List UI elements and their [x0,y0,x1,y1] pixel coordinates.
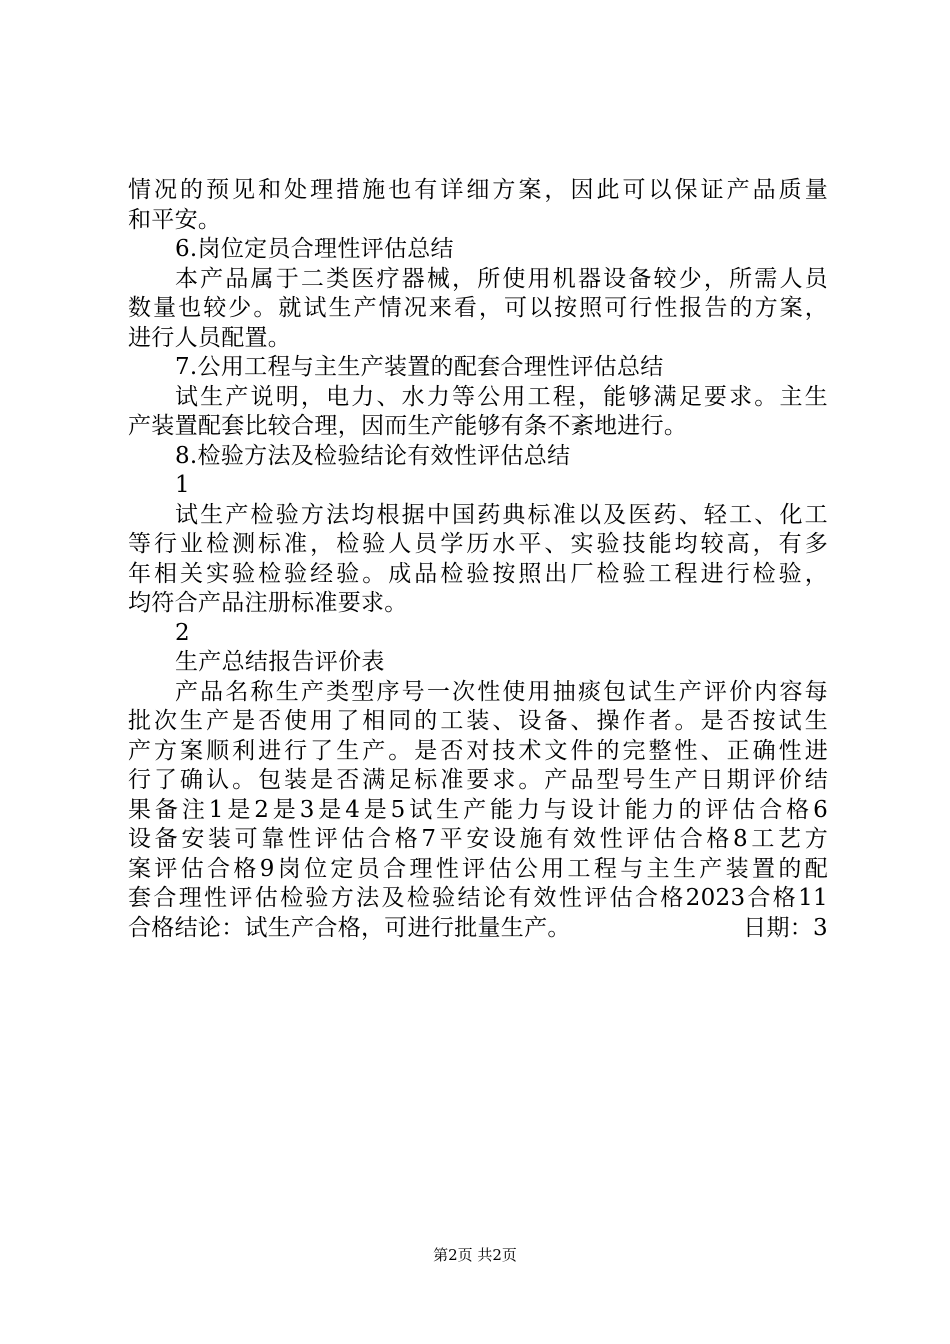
section-heading: 8.检验方法及检验结论有效性评估总结 [175,442,571,469]
text-line: 试生产说明，电力、水力等公用工程，能够满足要求。主生 [175,383,828,410]
date-label: 日期：3 [743,914,828,941]
text-line: 产方案顺利进行了生产。是否对技术文件的完整性、正确性进 [128,737,828,764]
page-footer: 第2页 共2页 [433,1246,517,1264]
text-line: 进行人员配置。 [128,324,292,351]
text-line: 情况的预见和处理措施也有详细方案，因此可以保证产品质量 [128,177,828,203]
conclusion-text: 合格结论：试生产合格，可进行批量生产。 [128,914,571,941]
text-line: 果备注1是2是3是4是5试生产能力与设计能力的评估合格6 [128,796,828,823]
text-line: 产品名称生产类型序号一次性使用抽痰包试生产评价内容每 [175,678,828,705]
text-line: 均符合产品注册标准要求。 [128,590,408,616]
section-heading: 6.岗位定员合理性评估总结 [175,236,454,262]
section-heading: 7.公用工程与主生产装置的配套合理性评估总结 [175,354,664,380]
conclusion-line [128,914,828,944]
text-line: 试生产检验方法均根据中国药典标准以及医药、轻工、化工 [175,501,828,528]
text-line: 产装置配套比较合理，因而生产能够有条不紊地进行。 [128,413,688,439]
text-line: 批次生产是否使用了相同的工装、设备、操作者。是否按试生 [128,708,828,734]
text-line: 案评估合格9岗位定员合理性评估公用工程与主生产装置的配 [128,855,828,882]
text-line: 数量也较少。就试生产情况来看，可以按照可行性报告的方案， [128,295,828,321]
text-line: 行了确认。包装是否满足标准要求。产品型号生产日期评价结 [128,767,828,793]
text-line: 等行业检测标准，检验人员学历水平、实验技能均较高，有多 [128,531,828,557]
table-title: 生产总结报告评价表 [175,649,385,675]
inline-page-number: 1 [175,472,190,498]
inline-page-number: 2 [175,619,190,646]
text-line: 本产品属于二类医疗器械，所使用机器设备较少，所需人员 [175,265,828,292]
text-line: 套合理性评估检验方法及检验结论有效性评估合格2023合格11 [128,885,828,911]
text-line: 年相关实验检验经验。成品检验按照出厂检验工程进行检验， [128,560,828,587]
document-body [128,176,828,943]
text-line: 和平安。 [128,206,222,233]
text-line: 设备安装可靠性评估合格7平安设施有效性评估合格8工艺方 [128,826,828,852]
